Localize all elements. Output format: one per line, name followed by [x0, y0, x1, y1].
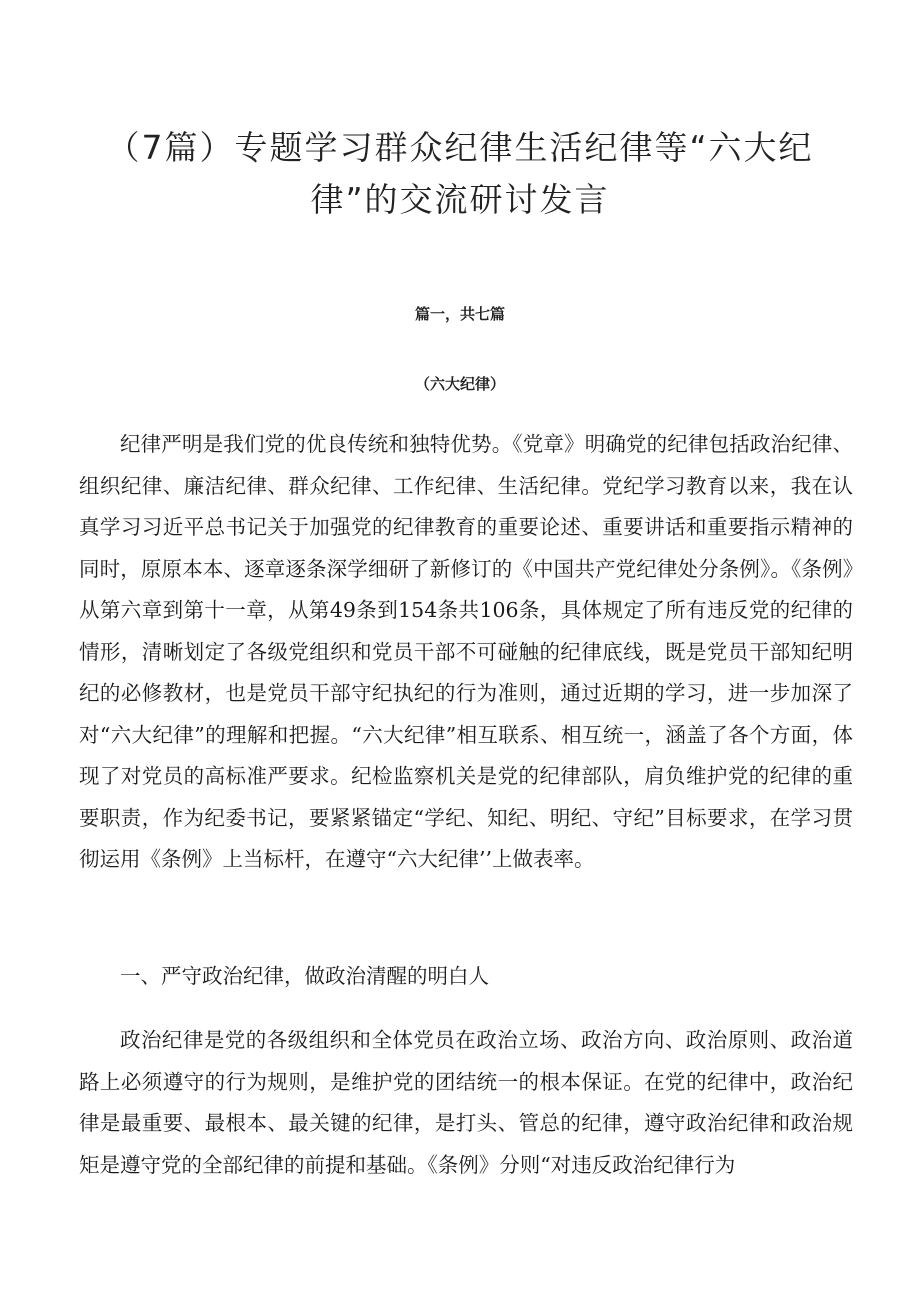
document-subtitle: 篇一，共七篇 [414, 305, 505, 323]
document-subtitle-topic: （六大纪律） [414, 375, 505, 393]
document-title [80, 122, 840, 226]
body-paragraph-1: 纪律严明是我们党的优良传统和独特优势。《党章》明确党的纪律包括政治纪律、组织纪律、廉洁纪律、群众纪律、工作纪律、生活纪律。党纪学习教育以来，我在认真学习习近平总书记关于加强党的纪律教育的重要论述、重要讲话和重要指示精神的同时，原原本本、逐章逐条深学细研了新修订的《中国共产党纪律处分条例》。《条例》从第六章到第十一章，从第49条到154条共106条，具体规定了所有违反党的纪律的情形，清晰划定了各级党组织和党员干部不可碰触的纪律底线，既是党员干部知纪明纪的必修教材，也是党员干部守纪执纪的行为准则，通过近期的学习，进一步加深了对“六大纪律”的理解和把握。“六大纪律”相互联系、相互统一，涵盖了各个方面，体现了对党员的高标准严要求。纪检监察机关是党的纪律部队，肩负维护党的纪律的重要职责，作为纪委书记，要紧紧锚定“学纪、知纪、明纪、守纪”目标要求，在学习贯彻运用《条例》上当标杆，在遵守“六大纪律’’上做表率。 [79, 432, 853, 871]
body-paragraph-2: 政治纪律是党的各级组织和全体党员在政治立场、政治方向、政治原则、政治道路上必须遵守的行为规则，是维护党的团结统一的根本保证。在党的纪律中，政治纪律是最重要、最根本、最关键的纪律，是打头、管总的纪律，遵守政治纪律和政治规矩是遵守党的全部纪律的前提和基础。《条例》分则“对违反政治纪律行为 [79, 1028, 853, 1177]
document-title-line-1: （7篇）专题学习群众纪律生活纪律等“六大纪 [106, 128, 814, 167]
section-heading-1: 一、严守政治纪律，做政治清醒的明白人 [120, 964, 489, 988]
document-title-line-2: 律”的交流研讨发言 [310, 180, 610, 219]
